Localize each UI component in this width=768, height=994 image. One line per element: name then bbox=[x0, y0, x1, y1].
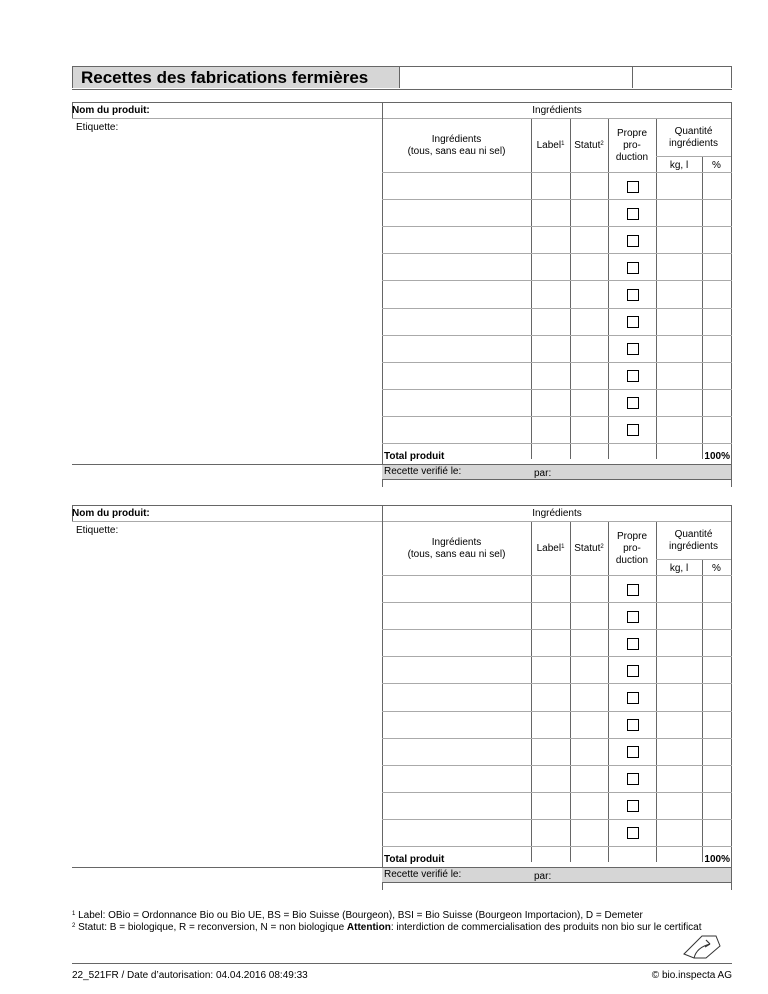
total-percent: 100% bbox=[704, 854, 730, 865]
ingredients-left-border bbox=[382, 102, 383, 487]
section-top-border bbox=[72, 102, 732, 103]
column-divider bbox=[608, 119, 609, 459]
own-production-checkbox[interactable] bbox=[627, 719, 639, 731]
own-production-checkbox[interactable] bbox=[627, 692, 639, 704]
page-title: Recettes des fabrications fermières bbox=[72, 67, 400, 88]
title-cell-divider bbox=[731, 67, 732, 88]
ingredient-row-border bbox=[382, 280, 732, 281]
ingredient-row-border bbox=[382, 308, 732, 309]
ingredient-row-border bbox=[382, 792, 732, 793]
label-column-title: Label$^1$ bbox=[536, 140, 565, 151]
ingredients-left-border bbox=[382, 505, 383, 890]
total-percent: 100% bbox=[704, 451, 730, 462]
own-production-checkbox[interactable] bbox=[627, 181, 639, 193]
column-divider bbox=[531, 119, 532, 459]
ingredient-row-border bbox=[382, 575, 732, 576]
footnotes bbox=[72, 910, 752, 934]
total-product-label: Total produit bbox=[384, 854, 445, 865]
ingredient-row-border bbox=[382, 253, 732, 254]
copyright: © bio.inspecta AG bbox=[651, 970, 732, 981]
own-production-checkbox[interactable] bbox=[627, 208, 639, 220]
own-production-checkbox[interactable] bbox=[627, 235, 639, 247]
column-divider bbox=[570, 119, 571, 459]
section-bottom-border bbox=[382, 479, 732, 480]
verified-by-label: par: bbox=[534, 871, 552, 882]
recipe-verified-label: Recette verifié le: bbox=[384, 869, 462, 880]
recipe-section bbox=[72, 505, 732, 890]
own-production-checkbox[interactable] bbox=[627, 397, 639, 409]
section-bottom-border bbox=[382, 882, 732, 883]
section-right-border bbox=[731, 102, 732, 487]
ingredient-row-border bbox=[382, 172, 732, 173]
ingredients-column-title: Ingrédients (tous, sans eau ni sel) bbox=[407, 537, 506, 560]
product-name-label: Nom du produit: bbox=[72, 508, 150, 519]
ingredient-row-border bbox=[382, 819, 732, 820]
column-divider bbox=[608, 522, 609, 862]
ingredient-row-border bbox=[382, 629, 732, 630]
recipe-section bbox=[72, 102, 732, 487]
label-column-title: Label$^1$ bbox=[536, 543, 565, 554]
ingredient-row-border bbox=[382, 226, 732, 227]
footnote-2: $^2$ Statut: B = biologique, R = reconversion, N = non biologique Attention: interdiction de commercialisation des produits non bio sur le certificat bbox=[72, 922, 702, 933]
ingredients-column-title: Ingrédients (tous, sans eau ni sel) bbox=[407, 134, 506, 157]
section-top-border bbox=[72, 505, 732, 506]
unit-row-border bbox=[656, 559, 731, 560]
quantity-column-title: Quantité ingrédients bbox=[669, 529, 718, 552]
own-production-checkbox[interactable] bbox=[627, 665, 639, 677]
own-production-checkbox[interactable] bbox=[627, 827, 639, 839]
ingredient-row-border bbox=[382, 602, 732, 603]
etiquette-label: Etiquette: bbox=[76, 525, 119, 536]
ingredients-header: Ingrédients bbox=[532, 508, 582, 519]
ingredient-row-border bbox=[382, 389, 732, 390]
ingredient-row-border bbox=[382, 765, 732, 766]
product-name-label: Nom du produit: bbox=[72, 105, 150, 116]
own-production-checkbox[interactable] bbox=[627, 638, 639, 650]
own-production-checkbox[interactable] bbox=[627, 746, 639, 758]
verified-by-label: par: bbox=[534, 468, 552, 479]
own-production-checkbox[interactable] bbox=[627, 611, 639, 623]
unit-kg-label: kg, l bbox=[669, 160, 689, 171]
section-right-border bbox=[731, 505, 732, 890]
own-production-checkbox[interactable] bbox=[627, 316, 639, 328]
ingredient-row-border bbox=[382, 443, 732, 444]
own-production-checkbox[interactable] bbox=[627, 424, 639, 436]
own-production-checkbox[interactable] bbox=[627, 773, 639, 785]
recipe-verified-label: Recette verifié le: bbox=[384, 466, 462, 477]
unit-percent-label: % bbox=[712, 563, 721, 574]
propre-production-column-title: Propre pro- duction bbox=[615, 128, 649, 163]
total-product-label: Total produit bbox=[384, 451, 445, 462]
etiquette-label: Etiquette: bbox=[76, 122, 119, 133]
ingredient-row-border bbox=[382, 199, 732, 200]
own-production-checkbox[interactable] bbox=[627, 289, 639, 301]
ingredient-row-border bbox=[382, 846, 732, 847]
column-divider bbox=[531, 522, 532, 862]
own-production-checkbox[interactable] bbox=[627, 262, 639, 274]
footer-divider bbox=[72, 963, 732, 964]
ingredients-header: Ingrédients bbox=[532, 105, 582, 116]
unit-row-border bbox=[656, 156, 731, 157]
ingredient-row-border bbox=[382, 738, 732, 739]
column-divider bbox=[570, 522, 571, 862]
own-production-checkbox[interactable] bbox=[627, 370, 639, 382]
quantity-column-title: Quantité ingrédients bbox=[669, 126, 718, 149]
propre-production-column-title: Propre pro- duction bbox=[615, 531, 649, 566]
title-cell-divider bbox=[632, 67, 633, 88]
footnote-1: $^1$ Label: OBio = Ordonnance Bio ou Bio UE, BS = Bio Suisse (Bourgeon), BSI = Bio Suisse (Bourgeon Importacion), D = Demeter bbox=[72, 910, 643, 921]
ingredient-row-border bbox=[382, 711, 732, 712]
doc-reference: 22_521FR / Date d’autorisation: 04.04.2016 08:49:33 bbox=[72, 970, 308, 981]
own-production-checkbox[interactable] bbox=[627, 584, 639, 596]
unit-kg-label: kg, l bbox=[669, 563, 689, 574]
statut-column-title: Statut$^2$ bbox=[574, 543, 604, 554]
ingredient-row-border bbox=[382, 683, 732, 684]
ingredient-row-border bbox=[382, 362, 732, 363]
section-header-border bbox=[72, 521, 732, 522]
statut-column-title: Statut$^2$ bbox=[574, 140, 604, 151]
section-header-border bbox=[72, 118, 732, 119]
own-production-checkbox[interactable] bbox=[627, 800, 639, 812]
ingredient-row-border bbox=[382, 335, 732, 336]
title-bar bbox=[72, 66, 732, 90]
page-turn-arrow-icon bbox=[680, 932, 726, 962]
ingredient-row-border bbox=[382, 656, 732, 657]
own-production-checkbox[interactable] bbox=[627, 343, 639, 355]
unit-percent-label: % bbox=[712, 160, 721, 171]
ingredient-row-border bbox=[382, 416, 732, 417]
